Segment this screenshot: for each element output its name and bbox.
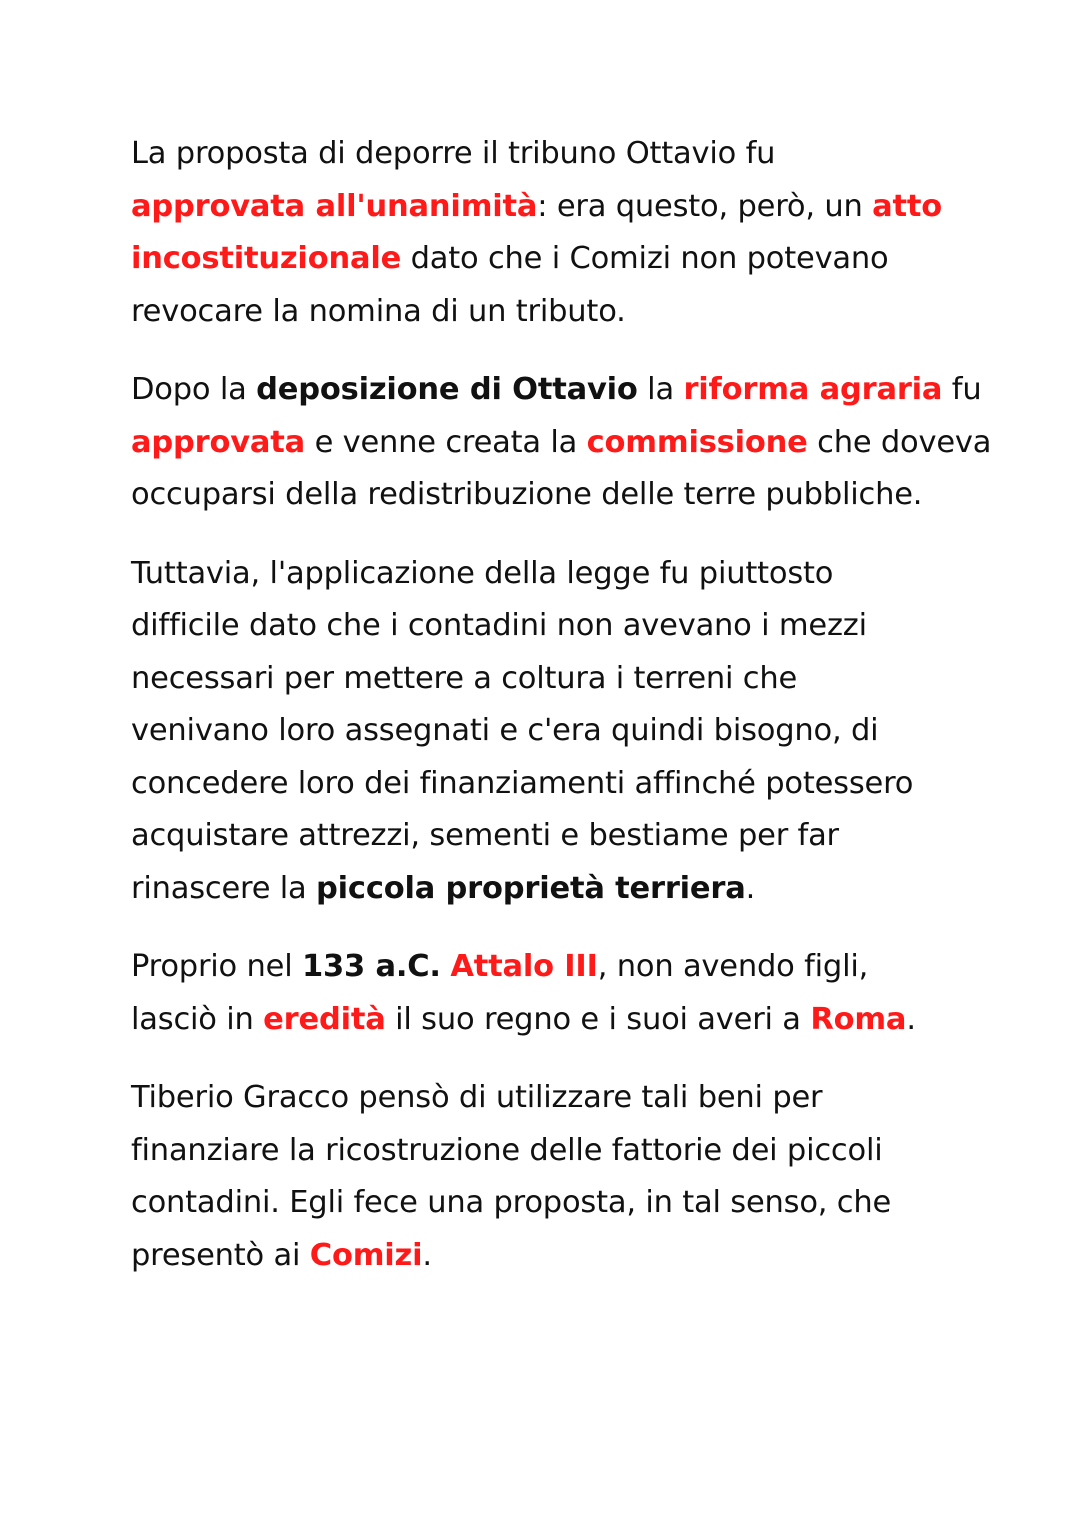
paragraph-applicazione-legge bbox=[131, 548, 961, 916]
text-run: e venne creata la bbox=[305, 424, 587, 460]
paragraph-attalo bbox=[131, 941, 961, 1046]
text-line bbox=[131, 758, 961, 811]
bold-deposizione-ottavio: deposizione di Ottavio bbox=[256, 372, 638, 407]
text-run: presentò ai bbox=[131, 1237, 310, 1273]
text-run bbox=[441, 949, 451, 984]
text-run: La proposta di deporre il tribuno Ottavio fu bbox=[131, 136, 776, 171]
text-line bbox=[131, 128, 961, 181]
paragraph-riforma-agraria bbox=[131, 364, 992, 522]
paragraph-deposizione-proposta bbox=[131, 128, 961, 338]
text-run: acquistare attrezzi, sementi e bestiame per far bbox=[131, 818, 839, 853]
text-run: : era questo, però, un bbox=[537, 188, 873, 224]
highlight-approvata-unanimita: approvata all'unanimità bbox=[131, 188, 538, 224]
text-run: che doveva bbox=[807, 424, 992, 460]
text-line bbox=[131, 994, 961, 1047]
text-run: Tuttavia, l'applicazione della legge fu piuttosto bbox=[131, 555, 834, 591]
highlight-riforma-agraria: riforma agraria bbox=[683, 372, 943, 407]
text-run: il suo regno e i suoi averi a bbox=[385, 1001, 811, 1037]
text-run: Dopo la bbox=[131, 372, 257, 407]
text-run: concedere loro dei finanziamenti affinché potessero bbox=[131, 765, 914, 801]
highlight-comizi: Comizi bbox=[309, 1237, 423, 1273]
highlight-roma: Roma bbox=[810, 1001, 907, 1037]
highlight-atto: atto bbox=[872, 188, 943, 224]
text-run: finanziare la ricostruzione delle fattorie dei piccoli bbox=[131, 1132, 883, 1168]
text-line bbox=[131, 1125, 961, 1178]
text-run: occuparsi della redistribuzione delle terre pubbliche. bbox=[131, 477, 923, 512]
bold-year: 133 a.C. bbox=[301, 949, 441, 984]
text-run: contadini. Egli fece una proposta, in tal senso, che bbox=[131, 1185, 892, 1220]
text-line bbox=[131, 469, 961, 522]
text-line bbox=[131, 1230, 961, 1283]
text-line bbox=[131, 600, 961, 653]
text-run: venivano loro assegnati e c'era quindi bisogno, di bbox=[131, 713, 879, 748]
highlight-incostituzionale: incostituzionale bbox=[131, 241, 402, 276]
text-run: Proprio nel bbox=[131, 949, 302, 984]
bold-piccola-proprieta: piccola proprietà terriera bbox=[316, 870, 746, 906]
text-run: revocare la nomina di un tributo. bbox=[131, 293, 626, 329]
text-line bbox=[131, 705, 961, 758]
document-page bbox=[131, 128, 992, 1308]
highlight-approvata: approvata bbox=[131, 424, 306, 460]
text-line bbox=[131, 233, 961, 286]
text-line bbox=[131, 548, 961, 601]
text-run: , non avendo figli, bbox=[597, 949, 869, 984]
text-run: . bbox=[745, 870, 756, 906]
text-run: . bbox=[422, 1237, 432, 1273]
text-run: fu bbox=[942, 372, 982, 407]
highlight-eredita: eredità bbox=[263, 1001, 386, 1037]
text-run: rinascere la bbox=[131, 870, 317, 906]
text-line bbox=[131, 181, 961, 234]
text-line bbox=[131, 417, 992, 470]
text-line bbox=[131, 1177, 961, 1230]
text-run: . bbox=[906, 1001, 916, 1037]
text-run: necessari per mettere a coltura i terreni che bbox=[131, 660, 798, 696]
text-run: la bbox=[637, 372, 684, 407]
highlight-attalo: Attalo III bbox=[450, 949, 598, 984]
text-run: lasciò in bbox=[131, 1001, 264, 1037]
text-run: dato che i Comizi non potevano bbox=[401, 241, 889, 276]
text-line bbox=[131, 863, 961, 916]
paragraph-tiberio-gracco bbox=[131, 1072, 961, 1282]
text-line bbox=[131, 364, 982, 417]
text-line bbox=[131, 1072, 961, 1125]
text-run: Tiberio Gracco pensò di utilizzare tali beni per bbox=[131, 1080, 823, 1115]
text-line bbox=[131, 810, 961, 863]
text-run: difficile dato che i contadini non avevano i mezzi bbox=[131, 608, 867, 643]
highlight-commissione: commissione bbox=[586, 424, 808, 460]
text-line bbox=[131, 941, 961, 994]
text-line bbox=[131, 653, 961, 706]
text-line bbox=[131, 286, 961, 339]
